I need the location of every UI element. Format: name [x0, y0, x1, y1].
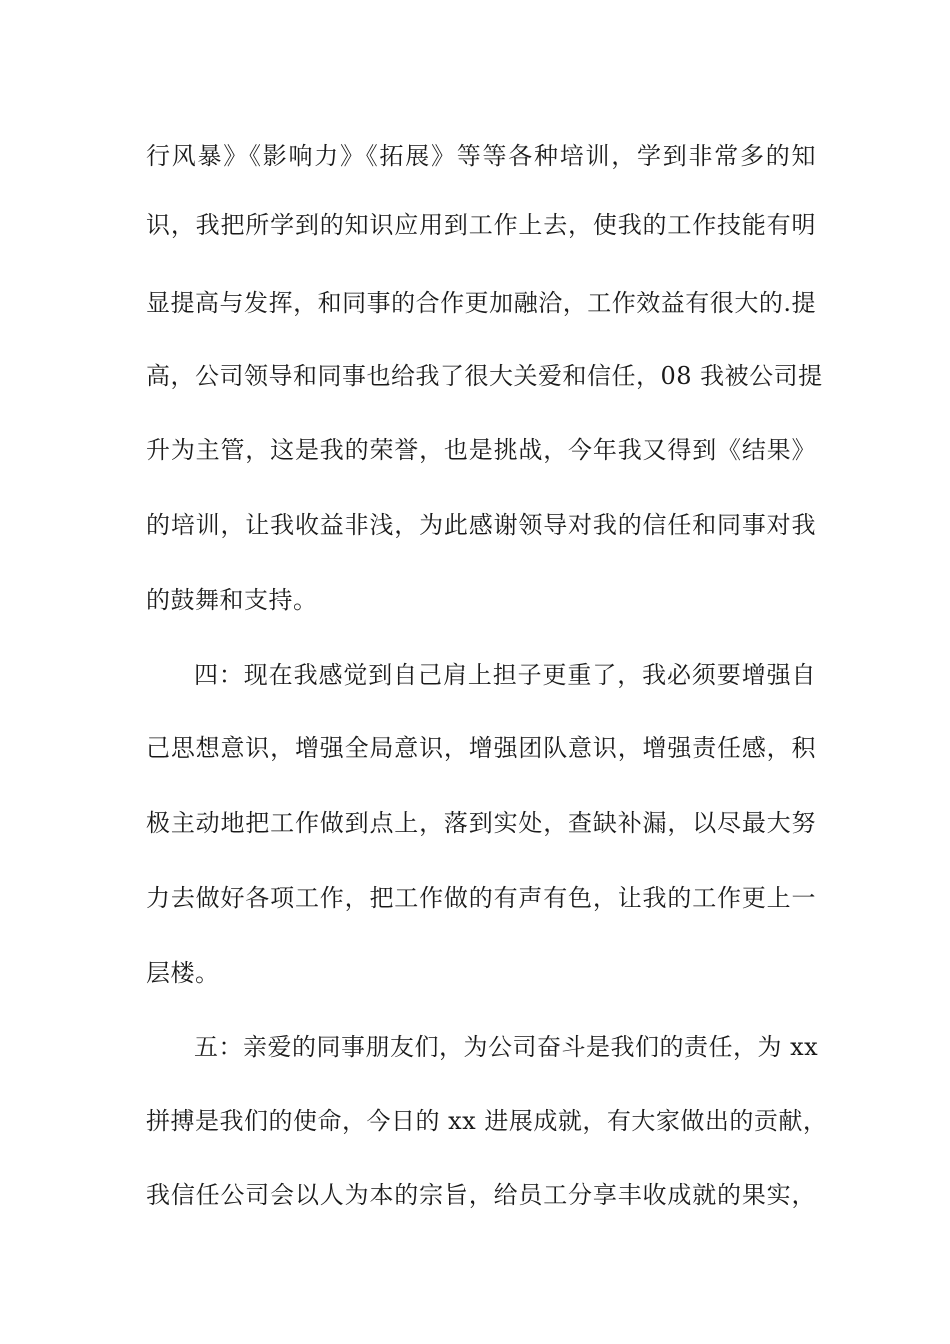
paragraph-start-line: 四：现在我感觉到自己肩上担子更重了，我必须要增强自 — [194, 661, 816, 689]
text-line: 高，公司领导和同事也给我了很大关爱和信任，08 我被公司提 — [146, 362, 823, 390]
text-line: 我信任公司会以人为本的宗旨，给员工分享丰收成就的果实， — [146, 1181, 816, 1209]
text-line: 显提高与发挥，和同事的合作更加融洽，工作效益有很大的.提 — [146, 289, 816, 317]
text-line: 的鼓舞和支持。 — [146, 586, 318, 614]
text-line: 力去做好各项工作，把工作做的有声有色，让我的工作更上一 — [146, 884, 816, 912]
text-line: 识，我把所学到的知识应用到工作上去，使我的工作技能有明 — [146, 211, 816, 239]
text-line: 己思想意识，增强全局意识，增强团队意识，增强责任感，积 — [146, 734, 816, 762]
text-line: 的培训，让我收益非浅，为此感谢领导对我的信任和同事对我 — [146, 511, 816, 539]
text-line: 层楼。 — [146, 959, 220, 987]
paragraph-start-line: 五：亲爱的同事朋友们，为公司奋斗是我们的责任，为 xx — [194, 1033, 819, 1061]
text-line: 极主动地把工作做到点上，落到实处，查缺补漏，以尽最大努 — [146, 809, 816, 837]
text-line: 行风暴》《影响力》《拓展》等等各种培训，学到非常多的知 — [146, 142, 816, 170]
text-line: 拼搏是我们的使命，今日的 xx 进展成就，有大家做出的贡献， — [146, 1107, 828, 1135]
text-line: 升为主管，这是我的荣誉，也是挑战，今年我又得到《结果》 — [146, 436, 816, 464]
